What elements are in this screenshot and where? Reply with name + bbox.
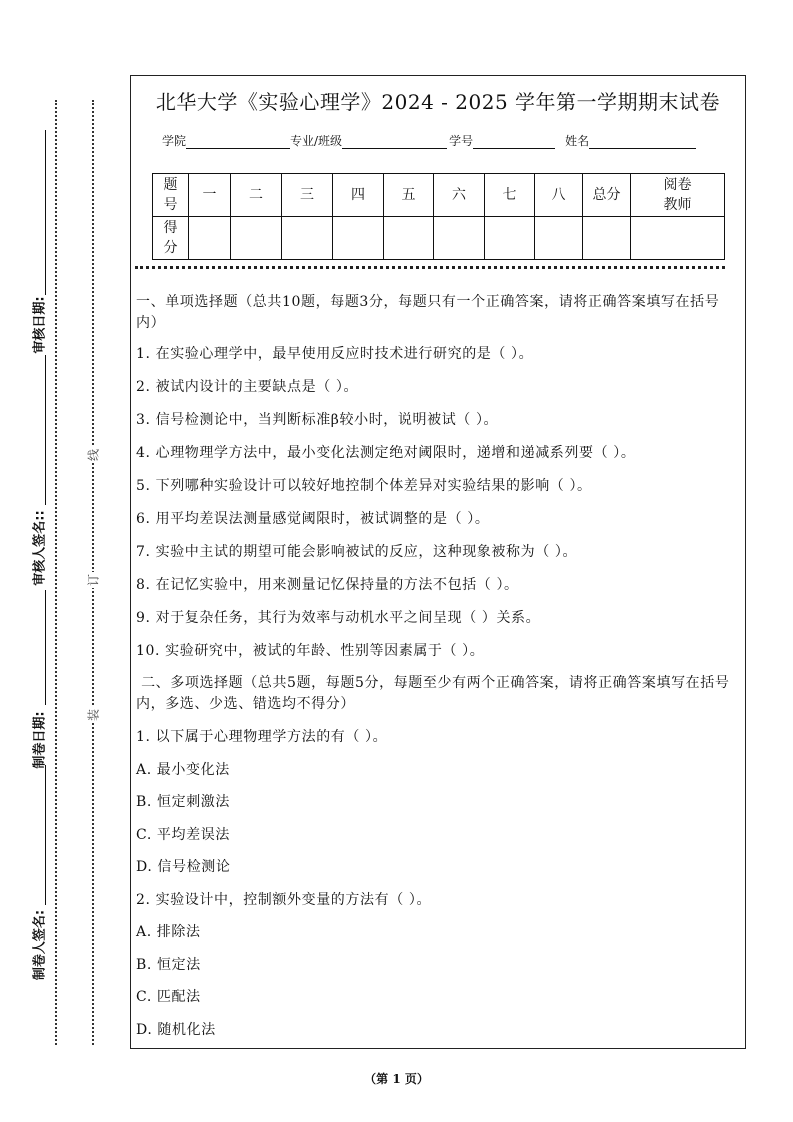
page-number: （第 1 页） (364, 1072, 429, 1086)
review-date-label: 审核日期: (32, 296, 48, 354)
page-title: 北华大学《实验心理学》2024 - 2025 学年第一学期期末试卷 (155, 90, 721, 114)
score-cell[interactable] (333, 217, 384, 260)
seal-dotted-line-outer (55, 100, 57, 1045)
table-cell: 一 (189, 174, 231, 217)
section1-heading: 一、单项选择题（总共10题，每题3分，每题只有一个正确答案，请将正确答案填写在括号内） (136, 294, 720, 331)
major-class-label: 专业/班级 (290, 134, 343, 148)
maker-signature-line (45, 765, 46, 905)
question-item: 9. 对于复杂任务，其行为效率与动机水平之间呈现（ ）关系。 (136, 610, 541, 626)
student-id-label: 学号 (449, 134, 474, 148)
college-label: 学院 (162, 134, 187, 148)
score-cell[interactable] (434, 217, 485, 260)
option-item: A. 排除法 (136, 924, 201, 940)
question-item: 7. 实验中主试的期望可能会影响被试的反应，这种现象被称为（ ）。 (136, 544, 578, 560)
option-item: C. 匹配法 (136, 989, 201, 1005)
review-date-line (45, 130, 46, 295)
score-cell[interactable] (631, 217, 725, 260)
major-class-field[interactable] (342, 133, 447, 149)
binding-mark-staple: 订 (86, 573, 101, 587)
paper-date-line (45, 590, 46, 705)
option-item: B. 恒定法 (136, 956, 201, 973)
table-row (153, 174, 725, 217)
maker-signature-label: 制卷人签名: (32, 909, 48, 981)
question-item: 6. 用平均差误法测量感觉阈限时，被试调整的是（ ）。 (136, 511, 490, 527)
score-cell[interactable] (384, 217, 434, 260)
table-cell: 五 (384, 174, 434, 217)
score-cell[interactable] (282, 217, 333, 260)
section2-heading: 二、多项选择题（总共5题，每题5分，每题至少有两个正确答案，请将正确答案填写在括号内，多选、少选、错选均不得分） (136, 675, 730, 712)
question-item: 2. 被试内设计的主要缺点是（ ）。 (136, 379, 359, 395)
student-info-row (162, 131, 696, 149)
table-cell: 二 (231, 174, 282, 217)
table-cell: 七 (485, 174, 535, 217)
option-item: B. 恒定刺激法 (136, 794, 230, 810)
option-item: A. 最小变化法 (136, 761, 230, 778)
student-id-field[interactable] (473, 133, 555, 149)
question-item: 1. 以下属于心理物理学方法的有（ ）。 (136, 729, 388, 745)
name-field[interactable] (589, 133, 696, 149)
score-row-label: 得分 (153, 217, 189, 260)
grader-header: 阅卷教师 (631, 174, 725, 217)
score-cell[interactable] (231, 217, 282, 260)
reviewer-signature-line (45, 355, 46, 505)
question-item: 3. 信号检测论中，当判断标准β较小时，说明被试（ ）。 (136, 412, 499, 428)
option-item: C. 平均差误法 (136, 826, 230, 843)
score-cell[interactable] (485, 217, 535, 260)
college-field[interactable] (186, 133, 290, 149)
question-item: 4. 心理物理学方法中，最小变化法测定绝对阈限时，递增和递减系列要（ ）。 (136, 445, 636, 461)
paper-date-label: 制卷日期: (32, 711, 48, 769)
score-cell[interactable] (535, 217, 583, 260)
option-item: D. 信号检测论 (136, 859, 231, 875)
table-cell: 六 (434, 174, 485, 217)
reviewer-signature-label: 审核人签名:: (32, 510, 48, 586)
question-item: 8. 在记忆实验中，用来测量记忆保持量的方法不包括（ ）。 (136, 577, 519, 593)
table-cell: 三 (282, 174, 333, 217)
question-item: 1. 在实验心理学中，最早使用反应时技术进行研究的是（ ）。 (136, 346, 534, 362)
table-cell: 四 (333, 174, 384, 217)
question-item: 10. 实验研究中，被试的年龄、性别等因素属于（ ）。 (136, 643, 485, 659)
question-item: 2. 实验设计中，控制额外变量的方法有（ ）。 (136, 891, 432, 908)
dotted-separator (135, 266, 725, 269)
table-row (153, 217, 725, 260)
question-number-header: 题号 (153, 174, 189, 217)
score-cell[interactable] (583, 217, 631, 260)
name-label: 姓名 (565, 134, 590, 148)
table-cell: 八 (535, 174, 583, 217)
table-cell: 总分 (583, 174, 631, 217)
score-table (152, 173, 725, 260)
option-item: D. 随机化法 (136, 1021, 216, 1038)
question-item: 5. 下列哪种实验设计可以较好地控制个体差异对实验结果的影响（ ）。 (136, 478, 592, 494)
binding-mark-bind: 装 (86, 708, 101, 722)
exam-content (136, 292, 741, 1046)
score-cell[interactable] (189, 217, 231, 260)
binding-mark-line: 线 (86, 448, 101, 462)
